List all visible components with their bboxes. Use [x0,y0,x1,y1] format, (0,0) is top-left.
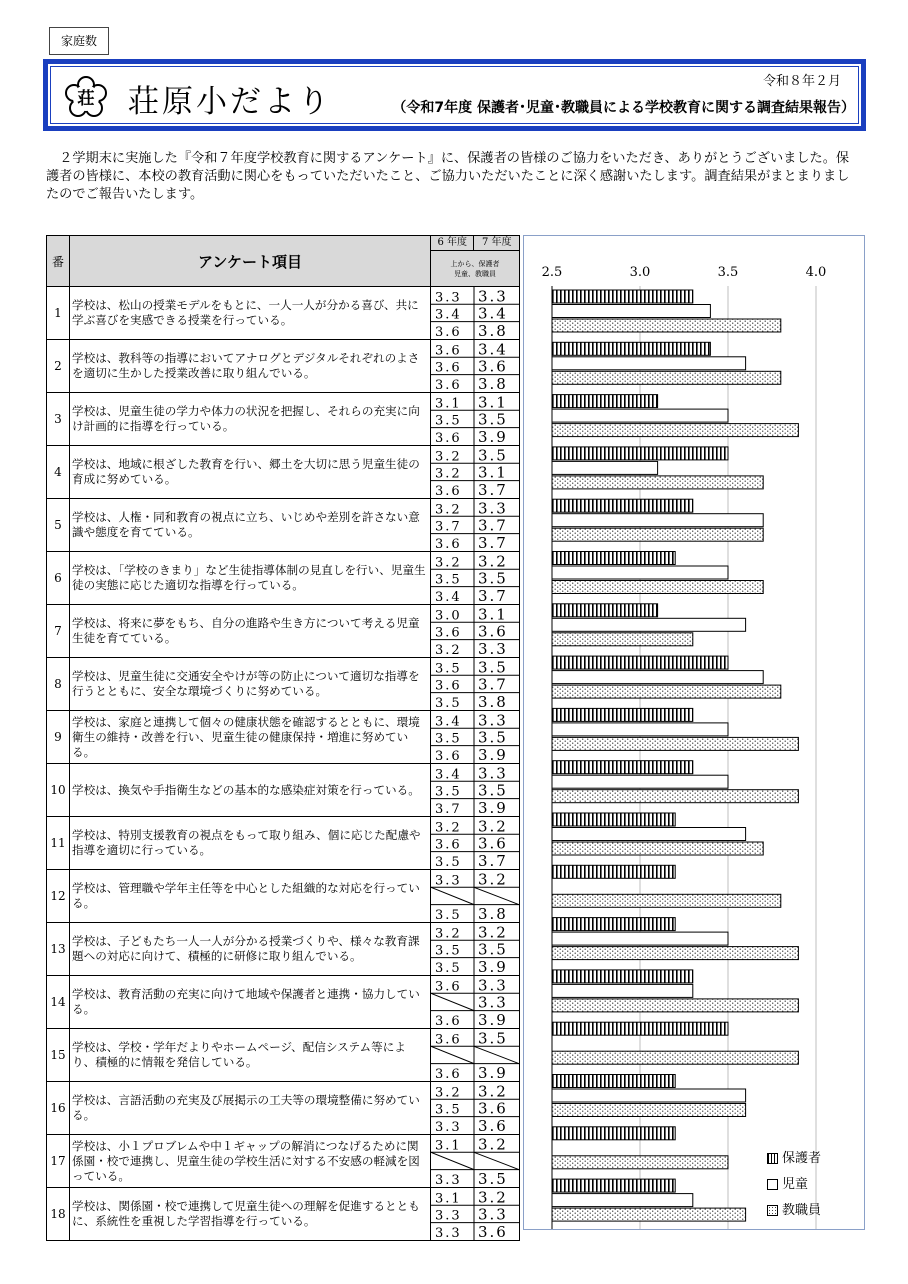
value-year7: 3.5 [478,446,508,465]
value-year6: 3.7 [435,519,462,535]
table-row [47,1082,520,1135]
value-year6: 3.6 [435,1066,462,1081]
value-year6: 3.6 [435,979,462,995]
table-row [47,287,520,340]
row-values [431,1135,520,1188]
value-year7: 3.9 [478,427,508,445]
bar-staff-item-6 [552,581,763,594]
value-year6: 3.1 [435,1191,462,1207]
value-year6: 3.6 [435,536,462,551]
value-year7: 3.1 [478,393,508,412]
table-row [47,340,520,393]
row-values [431,976,520,1029]
bar-parent-item-16 [552,1075,675,1088]
row-number: 18 [47,1188,70,1241]
value-year6: 3.6 [435,837,462,853]
bar-parent-item-2 [552,342,710,355]
value-year6: 3.6 [435,343,462,359]
bar-student-item-1 [552,305,710,318]
table-row [47,870,520,923]
row-number: 11 [47,817,70,870]
value-year7: 3.5 [478,569,508,588]
bar-parent-item-14 [552,970,693,983]
value-year6: 3.2 [435,449,462,465]
row-number: 7 [47,605,70,658]
row-item-text: 学校は、児童生徒の学力や体力の状況を把握し、それらの充実に向け計画的に指導を行っている。 [70,393,431,446]
value-year6: 3.2 [435,820,462,836]
value-year7: 3.2 [478,817,508,836]
value-year6: 3.6 [435,324,462,339]
value-year7: 3.7 [478,675,508,694]
legend-parent [767,1147,821,1166]
value-year7: 3.1 [478,605,508,624]
bar-student-item-10 [552,775,728,788]
bar-student-item-16 [552,1089,746,1102]
bar-parent-item-10 [552,761,693,774]
bar-student-item-7 [552,618,746,631]
bar-staff-item-17 [552,1156,728,1169]
newsletter-title: 荘原小だより [128,84,332,120]
table-row [47,658,520,711]
value-year6: 3.6 [435,360,462,376]
value-year6: 3.1 [435,1138,462,1154]
value-year6: 3.6 [435,483,462,498]
value-year7: 3.6 [478,834,508,853]
bar-parent-item-11 [552,813,675,826]
value-year7: 3.3 [478,639,508,657]
legend-swatch [767,1153,778,1164]
bar-staff-item-14 [552,999,798,1012]
value-year7: 3.7 [478,533,508,551]
value-year7: 3.9 [478,745,508,763]
bar-staff-item-8 [552,685,781,698]
table-row [47,817,520,870]
row-values [431,711,520,764]
value-year6: 3.2 [435,466,462,482]
bar-student-item-18 [552,1194,693,1207]
value-year6: 3.6 [435,1013,462,1028]
value-year6: 3.3 [435,1172,462,1187]
value-year6: 3.0 [435,608,462,624]
row-number: 2 [47,340,70,393]
value-year6: 3.4 [435,767,462,783]
row-item-text: 学校は、小１プロブレムや中１ギャップの解消につなげるために関係園・校で連携し、児童生徒の学校生活に対する不安感の軽減を図っている。 [70,1135,431,1188]
value-year7: 3.3 [478,499,508,518]
bar-student-item-13 [552,932,728,945]
bar-staff-item-2 [552,371,781,384]
value-year6: 3.3 [435,1208,462,1224]
table-row [47,764,520,817]
table-row [47,605,520,658]
bar-parent-item-13 [552,918,675,931]
value-year6: 3.6 [435,748,462,763]
bar-student-item-9 [552,723,728,736]
value-year7: 3.8 [478,321,508,339]
bar-parent-item-17 [552,1127,675,1140]
bar-staff-item-18 [552,1208,746,1221]
legend-swatch [767,1205,778,1216]
value-year6: 3.5 [435,731,462,747]
value-year7: 3.3 [478,287,508,306]
header-note-line2: 児童、教職員 [454,269,496,278]
row-number: 4 [47,446,70,499]
household-stamp: 家庭数 [49,27,109,55]
value-year6: 3.2 [435,555,462,571]
row-number: 16 [47,1082,70,1135]
bar-staff-item-5 [552,528,763,541]
value-year7: 3.6 [478,1116,508,1134]
value-year6: 3.5 [435,413,462,429]
row-number: 9 [47,711,70,764]
value-year7: 3.5 [478,728,508,747]
row-item-text: 学校は、地域に根ざした教育を行い、郷土を大切に思う児童生徒の育成に努めている。 [70,446,431,499]
survey-table [46,235,520,1241]
row-values [431,870,520,923]
value-year7: 3.9 [478,1063,508,1081]
value-year6: 3.2 [435,926,462,942]
bar-student-item-11 [552,828,746,841]
bar-staff-item-3 [552,424,798,437]
header-note [431,251,520,287]
issue-date: 令和８年２月 [762,74,841,89]
table-row [47,1188,520,1241]
row-item-text: 学校は、将来に夢をもち、自分の進路や生き方について考える児童生徒を育てている。 [70,605,431,658]
value-year7: 3.2 [478,1188,508,1207]
row-item-text: 学校は、家庭と連携して個々の健康状態を確認するとともに、環境衛生の維持・改善を行い、児童生徒の健康保持・増進に努めている。 [70,711,431,764]
intro-paragraph: ２学期末に実施した『令和７年度学校教育に関するアンケート』に、保護者の皆様のご協力をいただき、ありがとうございました。保護者の皆様に、本校の教育活動に関心をもっていただいたこと、ご協力いただいたことに深く感謝いたします。調査結果がまとまりましたのでご報告いたします。 [46,151,850,202]
bar-parent-item-7 [552,604,658,617]
row-values [431,552,520,605]
value-year6: 3.5 [435,907,462,922]
value-year7: 3.3 [478,711,508,730]
value-year7: 3.5 [478,658,508,677]
x-tick-label: 2.5 [541,265,563,280]
value-year7: 3.2 [478,1135,508,1154]
table-row [47,552,520,605]
x-tick-label: 3.5 [717,265,739,280]
value-year6: 3.5 [435,695,462,710]
bar-staff-item-4 [552,476,763,489]
bar-staff-item-10 [552,790,798,803]
value-year6: 3.5 [435,661,462,677]
table-row [47,976,520,1029]
value-year7: 3.9 [478,798,508,816]
row-item-text: 学校は、換気や手指衛生などの基本的な感染症対策を行っている。 [70,764,431,817]
value-year7: 3.7 [478,586,508,604]
value-year6: 3.5 [435,572,462,588]
bar-parent-item-9 [552,708,693,721]
value-year7: 3.4 [478,340,508,359]
bar-student-item-5 [552,514,763,527]
report-subtitle: （令和7年度 保護者･児童･教職員による学校教育に関する調査結果報告） [392,100,855,116]
value-year6: 3.3 [435,873,462,889]
value-year6: 3.6 [435,430,462,445]
value-year7: 3.3 [478,976,508,995]
value-year6: 3.3 [435,290,462,306]
row-item-text: 学校は、管理職や学年主任等を中心とした組織的な対応を行っている。 [70,870,431,923]
row-values [431,658,520,711]
value-year7: 3.8 [478,904,508,922]
value-year7: 3.7 [478,516,508,535]
value-year7: 3.7 [478,851,508,869]
row-values [431,446,520,499]
bar-parent-item-15 [552,1022,728,1035]
value-year7: 3.2 [478,1082,508,1101]
row-number: 15 [47,1029,70,1082]
value-year7: 3.5 [478,1029,508,1048]
bar-parent-item-4 [552,447,728,460]
table-row [47,711,520,764]
value-year6: 3.6 [435,625,462,641]
legend-swatch [767,1179,778,1190]
value-year6: 3.5 [435,854,462,869]
legend-label: 児童 [782,1177,809,1192]
row-item-text: 学校は、松山の授業モデルをもとに、一人一人が分かる喜び、共に学ぶ喜びを実感できる授業を行っている。 [70,287,431,340]
value-year7: 3.6 [478,622,508,641]
row-values [431,393,520,446]
value-year7: 3.2 [478,870,508,889]
row-values [431,1082,520,1135]
table-row [47,1029,520,1082]
bar-parent-item-5 [552,499,693,512]
row-values [431,340,520,393]
row-number: 17 [47,1135,70,1188]
table-row [47,923,520,976]
value-year7: 3.8 [478,374,508,392]
value-year6: 3.3 [435,1119,462,1134]
value-year7: 3.3 [478,1205,508,1224]
bar-staff-item-9 [552,737,798,750]
value-year7: 3.6 [478,1099,508,1118]
value-year6: 3.2 [435,502,462,518]
bar-student-item-6 [552,566,728,579]
value-year7: 3.9 [478,1010,508,1028]
logo-glyph: 荘 [77,89,95,109]
table-row [47,1135,520,1188]
value-year6: 3.5 [435,960,462,975]
bar-student-item-3 [552,409,728,422]
value-year6: 3.7 [435,801,462,816]
bar-parent-item-8 [552,656,728,669]
value-year6: 3.5 [435,784,462,800]
value-year6: 3.2 [435,642,462,657]
value-year6: 3.2 [435,1085,462,1101]
row-number: 8 [47,658,70,711]
row-values [431,1188,520,1241]
bar-staff-item-15 [552,1051,798,1064]
row-item-text: 学校は、関係園・校で連携して児童生徒への理解を促進するとともに、系統性を重視した学習指導を行っている。 [70,1188,431,1241]
value-year6: 3.5 [435,1102,462,1118]
bar-parent-item-3 [552,395,658,408]
row-item-text: 学校は、教科等の指導においてアナログとデジタルそれぞれのよさを適切に生かした授業改善に取り組んでいる。 [70,340,431,393]
value-year6: 3.4 [435,714,462,730]
row-item-text: 学校は、教育活動の充実に向けて地域や保護者と連携・協力している。 [70,976,431,1029]
header-year6: 6 年度 [431,236,474,251]
row-values [431,1029,520,1082]
value-year6: 3.4 [435,589,462,604]
row-values [431,287,520,340]
row-number: 1 [47,287,70,340]
table-row [47,446,520,499]
bar-parent-item-1 [552,290,693,303]
school-logo-icon [64,76,108,120]
row-values [431,817,520,870]
bar-staff-item-1 [552,319,781,332]
table-row [47,393,520,446]
row-number: 10 [47,764,70,817]
value-year7: 3.6 [478,357,508,376]
legend-student [767,1173,808,1192]
value-year7: 3.8 [478,692,508,710]
row-item-text: 学校は、言語活動の充実及び展掲示の工夫等の環境整備に努めている。 [70,1082,431,1135]
row-values [431,499,520,552]
row-number: 5 [47,499,70,552]
value-year7: 3.7 [478,480,508,498]
bar-student-item-4 [552,461,658,474]
header-item: アンケート項目 [70,236,431,287]
legend-label: 教職員 [782,1203,822,1218]
row-values [431,764,520,817]
bar-staff-item-16 [552,1104,746,1117]
value-year6: 3.6 [435,1032,462,1048]
row-item-text: 学校は、「学校のきまり」など生徒指導体制の見直しを行い、児童生徒の実態に応じた適切な指導を行っている。 [70,552,431,605]
header-year7: 7 年度 [474,236,520,251]
row-number: 14 [47,976,70,1029]
bar-staff-item-13 [552,947,798,960]
value-year7: 3.5 [478,1169,508,1187]
value-year7: 3.6 [478,1222,508,1240]
row-item-text: 学校は、人権・同和教育の視点に立ち、いじめや差別を許さない意識や態度を育てている。 [70,499,431,552]
results-chart [523,235,865,1230]
value-year7: 3.9 [478,957,508,975]
value-year6: 3.6 [435,678,462,694]
row-item-text: 学校は、児童生徒に交通安全やけが等の防止について適切な指導を行うとともに、安全な環境づくりに努めている。 [70,658,431,711]
row-values [431,923,520,976]
row-item-text: 学校は、子どもたち一人一人が分かる授業づくりや、様々な教育課題への対応に向けて、積極的に研修に取り組んでいる。 [70,923,431,976]
legend-staff [767,1199,821,1218]
value-year7: 3.5 [478,410,508,429]
value-year6: 3.4 [435,307,462,323]
bar-parent-item-12 [552,865,675,878]
row-values [431,605,520,658]
value-year7: 3.4 [478,304,508,323]
bar-parent-item-6 [552,552,675,565]
value-year7: 3.5 [478,940,508,959]
bar-chart-svg [524,236,864,1229]
value-year6: 3.1 [435,396,462,412]
value-year7: 3.2 [478,923,508,942]
bar-staff-item-11 [552,842,763,855]
value-year6: 3.6 [435,377,462,392]
value-year7: 3.3 [478,993,508,1012]
bar-staff-item-12 [552,894,781,907]
header-note-line1: 上から、保護者 [450,259,500,268]
value-year7: 3.1 [478,463,508,482]
x-tick-label: 4.0 [805,265,827,280]
bar-student-item-2 [552,357,746,370]
value-year7: 3.2 [478,552,508,571]
row-number: 6 [47,552,70,605]
row-number: 3 [47,393,70,446]
x-tick-label: 3.0 [629,265,651,280]
row-number: 13 [47,923,70,976]
value-year7: 3.3 [478,764,508,783]
bar-student-item-14 [552,984,693,997]
bar-parent-item-18 [552,1179,675,1192]
value-year6: 3.3 [435,1225,462,1240]
bar-student-item-8 [552,671,763,684]
header-banner [43,59,866,131]
legend-label: 保護者 [782,1151,822,1166]
table-row [47,499,520,552]
header-number: 番 [47,236,70,287]
row-number: 12 [47,870,70,923]
row-item-text: 学校は、特別支援教育の視点をもって取り組み、個に応じた配慮や指導を適切に行っている。 [70,817,431,870]
value-year6: 3.5 [435,943,462,959]
row-item-text: 学校は、学校・学年だよりやホームページ、配信システム等により、積極的に情報を発信している。 [70,1029,431,1082]
value-year7: 3.5 [478,781,508,800]
bar-staff-item-7 [552,633,693,646]
